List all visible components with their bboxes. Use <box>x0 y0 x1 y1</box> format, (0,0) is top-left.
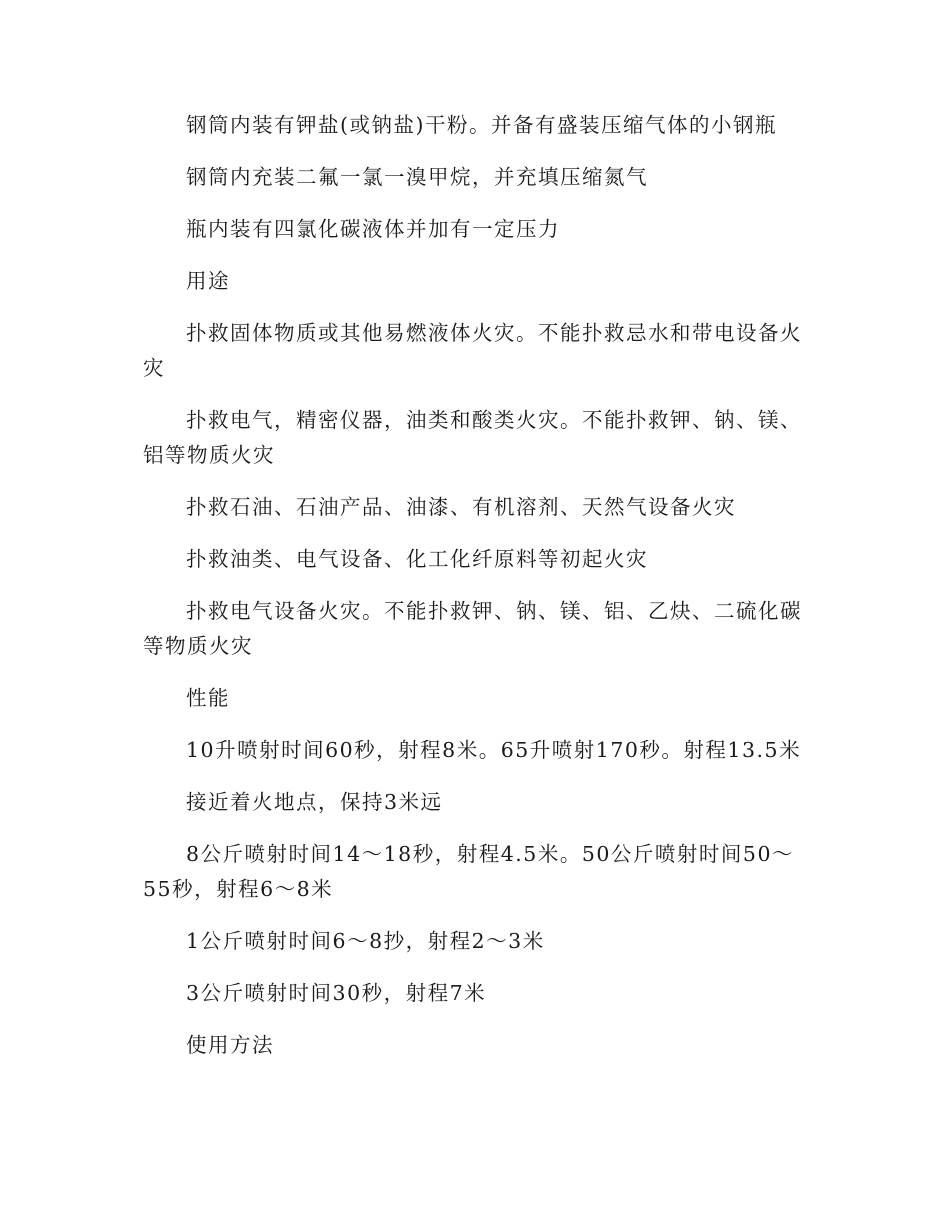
heading-performance: 性能 <box>186 686 230 710</box>
paragraph-performance-4: 1公斤喷射时间6～8抄，射程2～3米 <box>186 929 545 953</box>
paragraph-performance-3: 8公斤喷射时间14～18秒，射程4.5米。50公斤喷射时间50～55秒，射程6～8米 <box>143 842 794 901</box>
paragraph-usage-2: 扑救电气，精密仪器，油类和酸类火灾。不能扑救钾、钠、镁、铝等物质火灾 <box>143 408 802 467</box>
paragraph-usage-5: 扑救电气设备火灾。不能扑救钾、钠、镁、铝、乙炔、二硫化碳等物质火灾 <box>143 599 802 658</box>
paragraph-usage-3: 扑救石油、石油产品、油漆、有机溶剂、天然气设备火灾 <box>186 495 736 519</box>
paragraph-carbon-tetrachloride-description: 瓶内装有四氯化碳液体并加有一定压力 <box>186 217 560 241</box>
paragraph-usage-4: 扑救油类、电气设备、化工化纤原料等初起火灾 <box>186 547 648 571</box>
paragraph-usage-1: 扑救固体物质或其他易燃液体火灾。不能扑救忌水和带电设备火灾 <box>143 321 802 380</box>
paragraph-performance-2: 接近着火地点，保持3米远 <box>186 790 443 814</box>
paragraph-performance-1: 10升喷射时间60秒，射程8米。65升喷射170秒。射程13.5米 <box>186 738 802 762</box>
document-body <box>143 108 805 1080</box>
paragraph-performance-5: 3公斤喷射时间30秒，射程7米 <box>186 981 487 1005</box>
paragraph-dry-powder-description: 钢筒内装有钾盐(或钠盐)干粉。并备有盛装压缩气体的小钢瓶 <box>186 113 777 137</box>
heading-usage-method: 使用方法 <box>186 1033 274 1057</box>
paragraph-halon-1211-description: 钢筒内充装二氟一氯一溴甲烷，并充填压缩氮气 <box>186 165 648 189</box>
heading-usage: 用途 <box>186 269 230 293</box>
